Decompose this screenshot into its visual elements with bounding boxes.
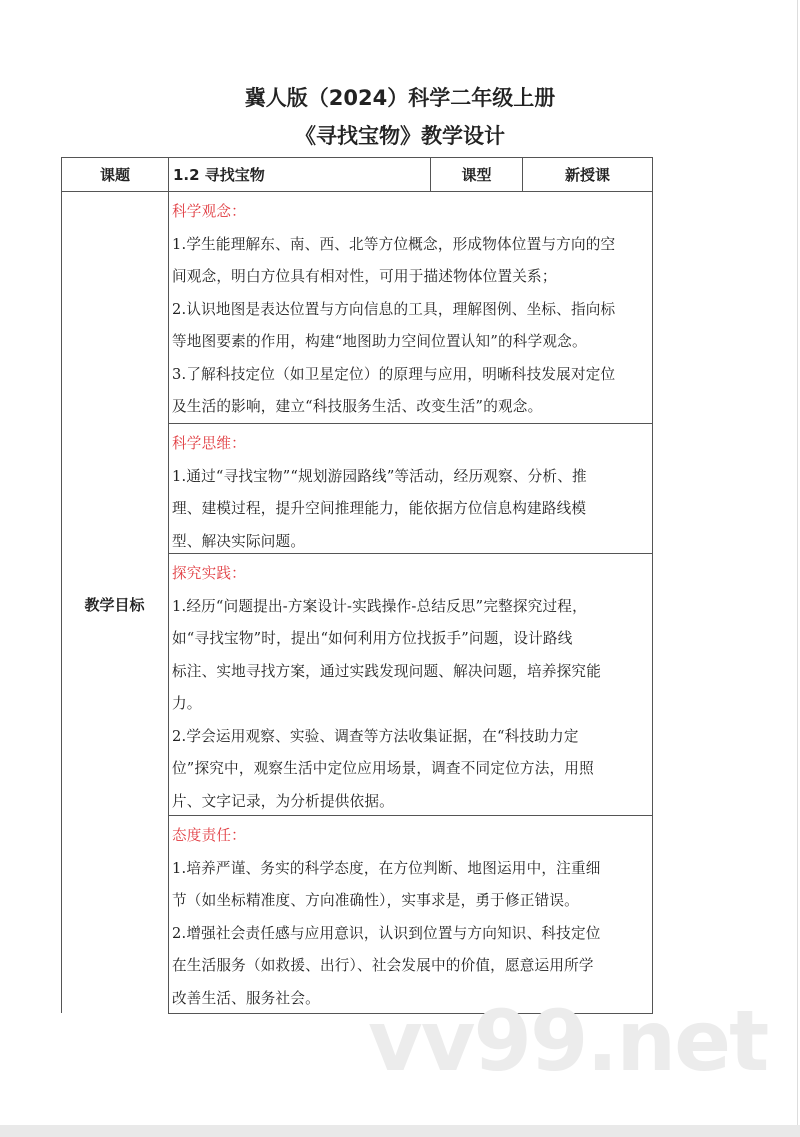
section-line: 1.学生能理解东、南、西、北等方位概念，形成物体位置与方向的空 (172, 235, 616, 253)
section-heading: 科学思维： (172, 435, 246, 452)
section-line: 改善生活、服务社会。 (172, 989, 320, 1007)
section-line: 1.培养严谨、务实的科学态度，在方位判断、地图运用中，注重细 (172, 859, 601, 877)
section-line: 在生活服务（如救援、出行）、社会发展中的价值，愿意运用所学 (172, 957, 594, 974)
goal-section (169, 816, 652, 1013)
section-line: 2.学会运用观察、实验、调查等方法收集证据，在“科技助力定 (172, 727, 579, 745)
page-edge (797, 0, 798, 1125)
goal-section (169, 554, 652, 816)
section-heading: 科学观念： (172, 203, 246, 220)
goals-content (168, 191, 653, 1014)
section-line: 如“寻找宝物”时，提出“如何利用方位找扳手”问题，设计路线 (172, 630, 573, 647)
section-line: 及生活的影响，建立“科技服务生活、改变生活”的观念。 (172, 398, 543, 415)
header-row (61, 157, 653, 192)
section-line: 标注、实地寻找方案，通过实践发现问题、解决问题，培养探究能 (172, 662, 602, 680)
topic-label: 课题 (62, 158, 169, 191)
section-heading: 探究实践： (172, 565, 246, 582)
section-line: 等地图要素的作用，构建“地图助力空间位置认知”的科学观念。 (172, 333, 587, 350)
goals-label: 教学目标 (84, 596, 145, 614)
goal-section (169, 192, 652, 424)
document-subtitle: 《寻找宝物》教学设计 (295, 124, 505, 148)
bottom-bar (0, 1125, 800, 1137)
section-line: 2.增强社会责任感与应用意识，认识到位置与方向知识、科技定位 (172, 924, 601, 942)
section-line: 力。 (172, 695, 202, 712)
section-line: 3.了解科技定位（如卫星定位）的原理与应用，明晰科技发展对定位 (172, 365, 616, 383)
type-label: 课型 (431, 158, 523, 191)
watermark: vv99.net (368, 992, 768, 1090)
topic-value: 1.2 寻找宝物 (169, 158, 431, 191)
section-line: 型、解决实际问题。 (172, 532, 306, 550)
section-line: 1.经历“问题提出-方案设计-实践操作-总结反思”完整探究过程， (172, 597, 587, 615)
section-line: 位”探究中，观察生活中定位应用场景，调查不同定位方法，用照 (172, 760, 594, 777)
section-line: 2.认识地图是表达位置与方向信息的工具，理解图例、坐标、指向标 (172, 300, 616, 318)
section-line: 节（如坐标精准度、方向准确性），实事求是，勇于修正错误。 (172, 892, 579, 909)
document-title: 冀人版（2024）科学二年级上册 (244, 86, 556, 110)
type-value: 新授课 (564, 166, 610, 184)
section-heading: 态度责任： (172, 827, 246, 844)
section-line: 理、建模过程，提升空间推理能力，能依据方位信息构建路线模 (172, 500, 587, 517)
section-line: 间观念，明白方位具有相对性，可用于描述物体位置关系； (172, 268, 557, 285)
section-line: 1.通过“寻找宝物”“规划游园路线”等活动，经历观察、分析、推 (172, 467, 587, 485)
goal-section (169, 424, 652, 554)
section-line: 片、文字记录，为分析提供依据。 (172, 792, 394, 810)
